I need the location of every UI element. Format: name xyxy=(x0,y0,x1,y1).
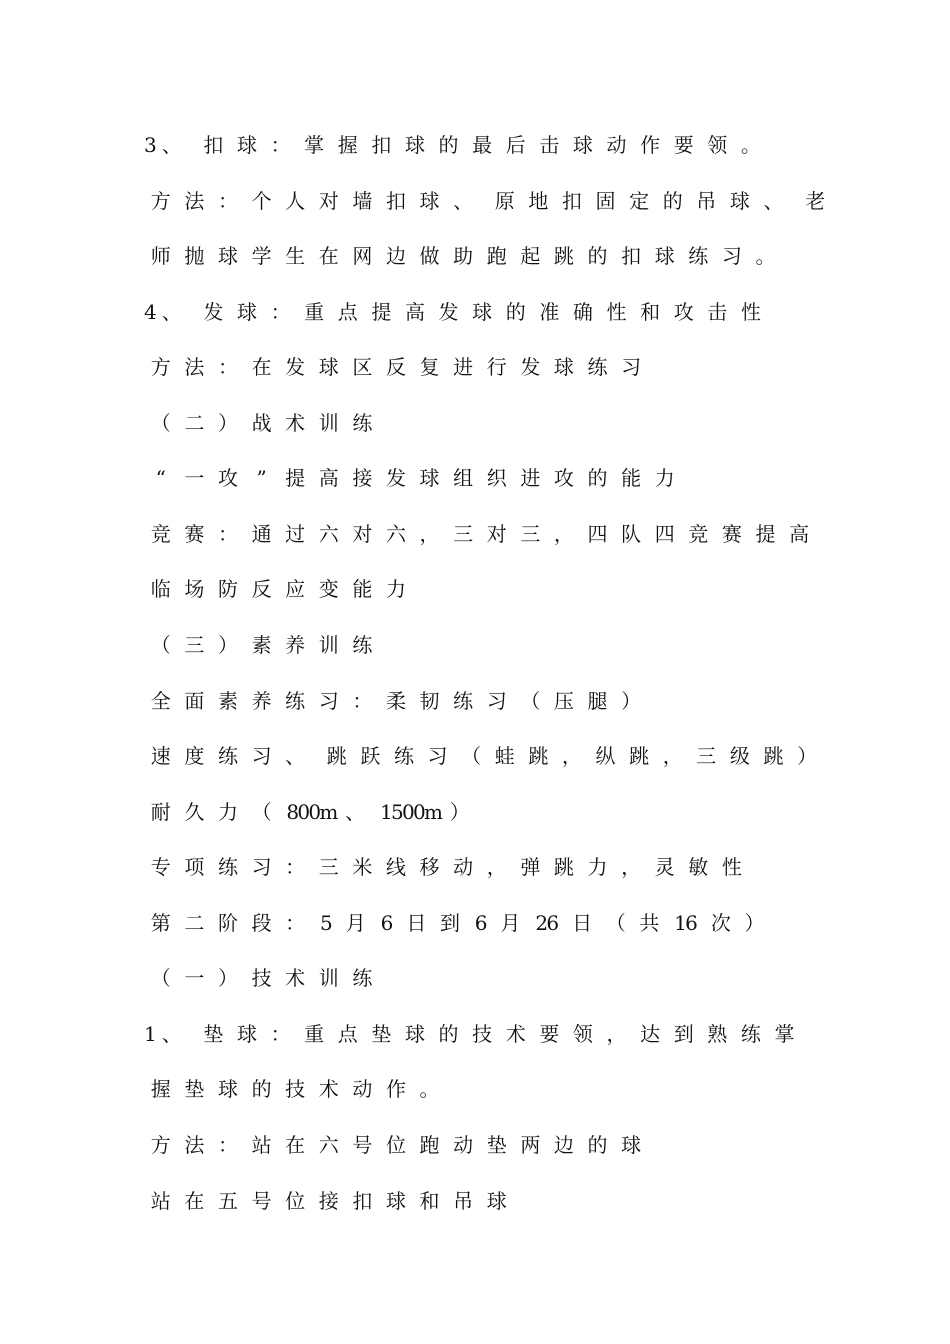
text-line: 方 法 ： 个 人 对 墙 扣 球 、 原 地 扣 固 定 的 吊 球 、 老 xyxy=(150,189,826,213)
text-line: 方 法 ： 站 在 六 号 位 跑 动 垫 两 边 的 球 xyxy=(150,1133,642,1157)
text-line: 方 法 ： 在 发 球 区 反 复 进 行 发 球 练 习 xyxy=(150,355,642,379)
text-line: （ 一 ） 技 术 训 练 xyxy=(150,966,373,990)
text-line: 3 、 扣 球 ： 掌 握 扣 球 的 最 后 击 球 动 作 要 领 。 xyxy=(144,133,761,157)
text-line: 速 度 练 习 、 跳 跃 练 习 （ 蛙 跳 ， 纵 跳 ， 三 级 跳 ） xyxy=(150,744,818,768)
text-line: （ 二 ） 战 术 训 练 xyxy=(150,411,373,435)
text-line: （ 三 ） 素 养 训 练 xyxy=(150,633,373,657)
text-line: 4 、 发 球 ： 重 点 提 高 发 球 的 准 确 性 和 攻 击 性 xyxy=(144,300,761,324)
text-line: 握 垫 球 的 技 术 动 作 。 xyxy=(150,1077,440,1101)
text-line: 站 在 五 号 位 接 扣 球 和 吊 球 xyxy=(150,1189,507,1213)
text-line: 临 场 防 反 应 变 能 力 xyxy=(150,577,406,601)
text-line: 师 抛 球 学 生 在 网 边 做 助 跑 起 跳 的 扣 球 练 习 。 xyxy=(150,244,776,268)
text-line: 第 二 阶 段 ： 5 月 6 日 到 6 月 26 日 （ 共 16 次 ） xyxy=(150,911,765,935)
text-line: 竞 赛 ： 通 过 六 对 六 ， 三 对 三 ， 四 队 四 竞 赛 提 高 xyxy=(150,522,810,546)
text-line: 耐 久 力 （ 800m 、 1500m ） xyxy=(150,800,470,824)
text-line: 1 、 垫 球 ： 重 点 垫 球 的 技 术 要 领 ， 达 到 熟 练 掌 xyxy=(144,1022,795,1046)
text-line: 全 面 素 养 练 习 ： 柔 韧 练 习 （ 压 腿 ） xyxy=(150,689,642,713)
text-line: “ 一 攻 ” 提 高 接 发 球 组 织 进 攻 的 能 力 xyxy=(155,466,675,490)
text-line: 专 项 练 习 ： 三 米 线 移 动 ， 弹 跳 力 ， 灵 敏 性 xyxy=(150,855,742,879)
